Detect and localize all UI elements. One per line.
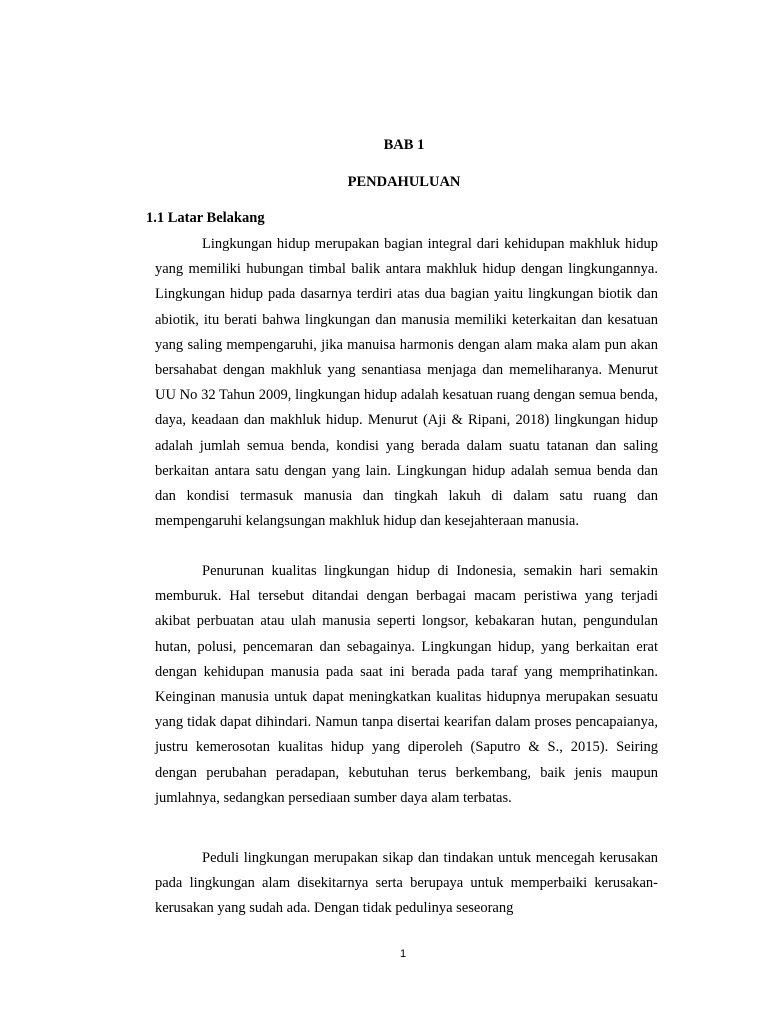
chapter-title: PENDAHULUAN [347, 174, 461, 190]
paragraph-2: Penurunan kualitas lingkungan hidup di Indonesia, semakin hari semakin memburuk. Hal tersebut ditandai dengan berbagai macam peristiwa yang terjadi akibat perbuatan atau ulah manusia seperti longsor, kebakaran hutan, pengundulan hutan, polusi, pencemaran dan sebagainya. Lingkungan hidup, yang berkaitan erat dengan kehidupan manusia pada saat ini berada pada taraf yang memprihatinkan. Keinginan manusia untuk dapat meningkatkan kualitas hidupnya merupakan sesuatu yang tidak dapat dihindari. Namun tanpa disertai kearifan dalam proses pencapaianya, justru kemerosotan kualitas hidup yang diperoleh (Saputro & S., 2015). Seiring dengan perubahan peradapan, kebutuhan terus berkembang, baik jenis maupun jumlahnya, sedangkan persediaan sumber daya alam terbatas. [155, 563, 658, 806]
paragraph-3: Peduli lingkungan merupakan sikap dan tindakan untuk mencegah kerusakan pada lingkungan alam disekitarnya serta berupaya untuk memperbaiki kerusakan-kerusakan yang sudah ada. Dengan tidak pedulinya seseorang [155, 850, 658, 917]
chapter-label: BAB 1 [383, 137, 425, 153]
paragraph-1: Lingkungan hidup merupakan bagian integral dari kehidupan makhluk hidup yang memiliki hubungan timbal balik antara makhluk hidup dengan lingkungannya. Lingkungan hidup pada dasarnya terdiri atas dua bagian yaitu lingkungan biotik dan abiotik, itu berati bahwa lingkungan dan manusia memiliki keterkaitan dan kesatuan yang saling mempengaruhi, jika manuisa harmonis dengan alam maka alam pun akan bersahabat dengan makhluk yang senantiasa menjaga dan memeliharanya. Menurut UU No 32 Tahun 2009, lingkungan hidup adalah kesatuan ruang dengan semua benda, daya, keadaan dan makhluk hidup. Menurut (Aji & Ripani, 2018) lingkungan hidup adalah jumlah semua benda, kondisi yang berada dalam suatu tatanan dan saling berkaitan antara satu dengan yang lain. Lingkungan hidup adalah semua benda dan dan kondisi termasuk manusia dan tingkah lakuh di dalam satu ruang dan mempengaruhi kelangsungan makhluk hidup dan kesejahteraan manusia. [155, 236, 658, 530]
page-number: 1 [399, 948, 407, 960]
section-heading: 1.1 Latar Belakang [146, 210, 265, 226]
